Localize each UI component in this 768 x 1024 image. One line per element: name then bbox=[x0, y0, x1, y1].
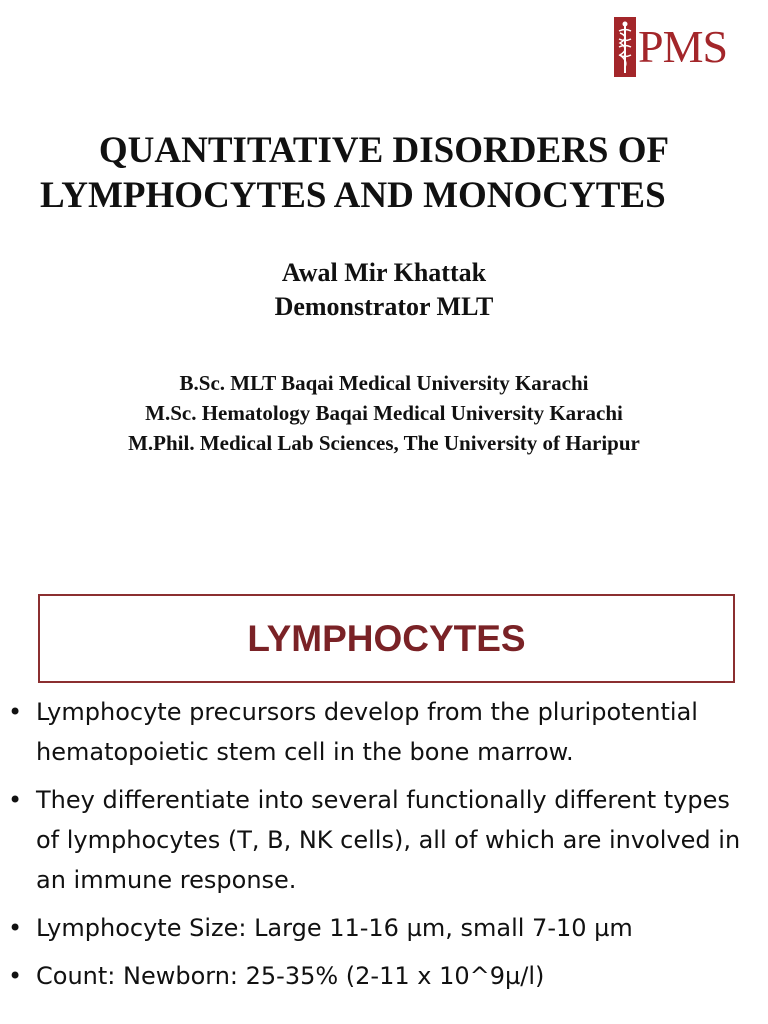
bullet-icon: • bbox=[8, 914, 23, 942]
title-line-1: QUANTITATIVE DISORDERS OF bbox=[98, 130, 670, 171]
logo-text: PMS bbox=[638, 21, 728, 72]
author-block bbox=[0, 256, 768, 324]
bullet-list bbox=[0, 692, 768, 1004]
bullet-text: Lymphocyte precursors develop from the pluripotential hematopoietic stem cell in the bone marrow. bbox=[36, 698, 698, 766]
bullet-icon: • bbox=[8, 698, 23, 726]
qualifications-list bbox=[0, 368, 768, 458]
author-name: Awal Mir Khattak bbox=[281, 258, 487, 287]
qualification-item: M.Sc. Hematology Baqai Medical University Karachi bbox=[145, 401, 623, 425]
title-line-2: LYMPHOCYTES AND MONOCYTES bbox=[40, 175, 666, 216]
qualification-item: M.Phil. Medical Lab Sciences, The University of Haripur bbox=[128, 431, 640, 455]
qualification-item: B.Sc. MLT Baqai Medical University Karachi bbox=[179, 371, 589, 395]
bullet-icon: • bbox=[8, 786, 23, 814]
pms-logo bbox=[614, 16, 730, 78]
section-heading-box bbox=[38, 594, 735, 683]
caduceus-icon bbox=[614, 17, 636, 77]
bullet-item bbox=[0, 908, 768, 948]
bullet-text: Lymphocyte Size: Large 11-16 µm, small 7-10 µm bbox=[36, 914, 633, 942]
section-heading: LYMPHOCYTES bbox=[247, 617, 526, 659]
author-role: Demonstrator MLT bbox=[274, 292, 494, 321]
bullet-item bbox=[0, 956, 768, 996]
bullet-icon: • bbox=[8, 962, 23, 990]
bullet-text: Count: Newborn: 25-35% (2-11 x 10^9µ/l) bbox=[36, 962, 545, 990]
bullet-text: They differentiate into several functionally different types of lymphocytes (T, B, NK cells), all of which are involved in an immune response. bbox=[36, 786, 741, 894]
page-title bbox=[0, 128, 768, 218]
bullet-item bbox=[0, 780, 768, 900]
bullet-item bbox=[0, 692, 768, 772]
